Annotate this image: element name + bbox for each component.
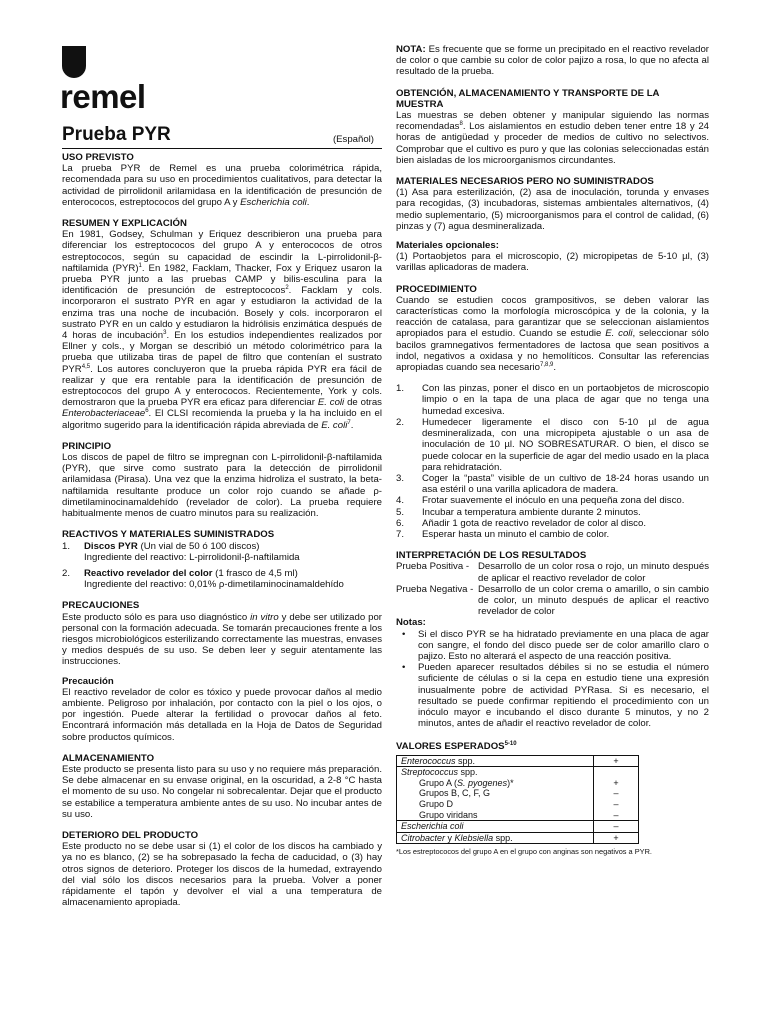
materiales-paragraph: (1) Asa para esterilización, (2) asa de inoculación, torunda y envases para recogidas, (3) incubadoras, sistemas ambientales alternativos, (4) medio suplementario, (5) microorganismos para el control de calidad, (6) pinzas y (7) agua desmineralizada. bbox=[396, 187, 709, 232]
materiales-heading: MATERIALES NECESARIOS PERO NO SUMINISTRADOS bbox=[396, 176, 654, 188]
reactivo-1: 1. Discos PYR (Un vial de 50 ó 100 discos) Ingrediente del reactivo: L-pirrolidonil-β-naftilamida bbox=[62, 540, 300, 563]
right-column bbox=[396, 44, 709, 858]
procedimiento-heading: PROCEDIMIENTO bbox=[396, 283, 477, 295]
almacenamiento-paragraph: Este producto se presenta listo para su uso y no requiere más preparación. Se debe almacenar en su envase original, en la oscuridad, a 2-8 °C hasta el momento de su uso. No congelar ni sobrecalentar. Dejar que el producto se estabilice a temperatura ambiente antes de su uso. No incubar antes de su uso. bbox=[62, 763, 382, 820]
list-item: 5. Incubar a temperatura ambiente durante 2 minutos. bbox=[396, 506, 641, 518]
logo-mark bbox=[62, 46, 86, 78]
deterioro-paragraph: Este producto no se debe usar si (1) el color de los discos ha cambiado y ya no es blanco, (2) se ha sobrepasado la fecha de caducidad, o (3) hay otros signos de deterioro. Proteger los discos de la humedad, extrayendo del vial sólo los discos necesarios para la prueba. Volver a poner rápidamente el tapón y devolver el vial a una temperatura de almacenamiento apropiada. bbox=[62, 841, 382, 909]
table-row: Escherichia coli – bbox=[397, 821, 639, 833]
page-title: Prueba PYR bbox=[62, 124, 171, 145]
list-item: 7. Esperar hasta un minuto el cambio de color. bbox=[396, 528, 610, 540]
opcionales-heading: Materiales opcionales: bbox=[396, 240, 499, 252]
resumen-heading: RESUMEN Y EXPLICACIÓN bbox=[62, 218, 187, 230]
precaucion-heading: Precaución bbox=[62, 675, 114, 687]
procedure-steps bbox=[396, 383, 709, 540]
procedimiento-paragraph: Cuando se estudien cocos grampositivos, se deben valorar las características como la morfología microscópica y de la colonia, y la reacción de catalasa, para garantizar que se seleccionan aislamientos apropiados para el estudio. Cuando se estudie E. coli, seleccionar sólo bacilos gramnegativos fermentadores de lactosa que sean positivos a indol, negativos a oxidasa y no hemolíticos. Consultar las referencias apropiadas cuando sea necesario$^{7,8,9}$. bbox=[396, 294, 709, 374]
table-row: Citrobacter y Klebsiella spp. + bbox=[397, 832, 639, 844]
list-item: 6. Añadir 1 gota de reactivo revelador de color al disco. bbox=[396, 517, 646, 529]
table-row: Grupo viridans – bbox=[397, 810, 639, 821]
reactivo-2: 2. Reactivo revelador del color (1 frasco de 4,5 ml) Ingrediente del reactivo: 0,01% ρ-dimetilaminocinamaldehído bbox=[62, 567, 344, 591]
opcionales-paragraph: (1) Portaobjetos para el microscopio, (2) micropipetas de 5-10 µl, (3) varillas aplicadoras de madera. bbox=[396, 251, 709, 274]
left-column bbox=[62, 152, 382, 908]
principio-heading: PRINCIPIO bbox=[62, 440, 112, 452]
table-row: Grupo A (S. pyogenes)* + bbox=[397, 778, 639, 789]
table-row: Grupos B, C, F, G – bbox=[397, 788, 639, 799]
interpretacion-heading: INTERPRETACIÓN DE LOS RESULTADOS bbox=[396, 550, 587, 562]
principio-paragraph: Los discos de papel de filtro se impregnan con L-pirrolidonil-β-naftilamida (PYR), que sirve como sustrato para la detección de pirrolidonil arilamidasa (Pirasa). Una vez que la enzima hidroliza el sustrato, la beta-naftilamida resultante produce un color rojo cuando se añade ρ-dimetilaminocinamaldehído (revelador de color). La prueba requiere habitualmente menos de cuatro minutos para su realización. bbox=[62, 452, 382, 520]
list-item: 3. Coger la “pasta” visible de un cultivo de 18-24 horas usando un asa estéril o una varilla aplicadora de madera. bbox=[396, 472, 709, 496]
precauciones-paragraph: Este producto sólo es para uso diagnóstico in vitro y debe ser utilizado por personal con la formación adecuada. Se tomarán precauciones frente a los riesgos microbiológicos esterilizando correctamente las muestras, envases y medios después de su uso. Se deben leer y seguir atentamente las instrucciones. bbox=[62, 611, 382, 668]
uso-heading: USO PREVISTO bbox=[62, 152, 134, 163]
nota-paragraph: NOTA: Es frecuente que se forme un precipitado en el reactivo revelador de color o que cambie su color de color pajizo a rosa, lo que no afecta al resultado de la prueba. bbox=[396, 44, 709, 78]
list-item: 4. Frotar suavemente el inóculo en una pequeña zona del disco. bbox=[396, 495, 685, 507]
notas-heading: Notas: bbox=[396, 617, 426, 629]
obtencion-paragraph: Las muestras se deben obtener y manipular siguiendo las normas recomendadas$^8$. Los aislamientos en estudio deben tener entre 18 y 24 horas de antigüedad y proceder de medios de cultivo no selectivos. Comprobar que el cultivo es puro y que las colonias seleccionadas están bien aisladas de los microorganismos circundantes. bbox=[396, 110, 709, 166]
valores-heading: VALORES ESPERADOS$^{5-10}$ bbox=[396, 741, 517, 753]
precauciones-heading: PRECAUCIONES bbox=[62, 600, 140, 612]
brand-logo: remel bbox=[60, 78, 146, 115]
table-row: Streptococcus spp. bbox=[397, 767, 639, 778]
list-item: • Pueden aparecer resultados débiles si no se estudia el número suficiente de células o si la cepa en estudio tiene una expresión inusualmente pobre de actividad PYRasa. Si es necesario, el resultado se puede confirmar repitiendo el procedimiento con un inóculo mayor e incubando el disco durante 5 minutos, y no 2 minutos, antes de añadir el reactivo revelador de color. bbox=[402, 662, 709, 730]
reactivos-heading: REACTIVOS Y MATERIALES SUMINISTRADOS bbox=[62, 529, 275, 541]
expected-values-table bbox=[396, 755, 639, 845]
almacenamiento-heading: ALMACENAMIENTO bbox=[62, 752, 155, 764]
table-row: Enterococcus spp. + bbox=[397, 755, 639, 767]
table-footnote: *Los estreptococos del grupo A en el grupo con anginas son negativos a PYR. bbox=[396, 847, 652, 857]
deterioro-heading: DETERIORO DEL PRODUCTO bbox=[62, 829, 199, 841]
obtencion-heading: OBTENCIÓN, ALMACENAMIENTO Y TRANSPORTE DE LA MUESTRA bbox=[396, 87, 660, 110]
title-row bbox=[62, 124, 382, 149]
positive-result: Prueba Positiva - Desarrollo de un color rosa o rojo, un minuto después de aplicar el reactivo revelador de color bbox=[396, 561, 709, 584]
language-label: (Español) bbox=[332, 134, 374, 145]
negative-result: Prueba Negativa - Desarrollo de un color crema o amarillo, o sin cambio de color, un minuto después de aplicar el reactivo revelador de color bbox=[396, 583, 709, 618]
list-item: 2. Humedecer ligeramente el disco con 5-10 µl de agua desmineralizada, con una micropipeta ajustable o un asa de inoculación de 10 µl. NO SOBRESATURAR. O bien, el disco se puede colocar en la superficie de agar del medio usado en la placa para rehidratación. bbox=[396, 416, 709, 473]
list-item: • Si el disco PYR se ha hidratado previamente en una placa de agar con sangre, el fondo del disco puede ser de color amarillo claro o pajizo. Esto no alterará el aspecto de una reacción positiva. bbox=[402, 628, 709, 662]
precaucion-paragraph: El reactivo revelador de color es tóxico y puede provocar daños al medio ambiente. Peligroso por inhalación, por contacto con la piel o los ojos, o por ingestión. Puede alterar la fertilidad o provocar daños al feto. Encontrará información más detallada en la Hoja de Datos de Seguridad sobre productos químicos. bbox=[62, 686, 382, 743]
list-item: 1. Con las pinzas, poner el disco en un portaobjetos de microscopio limpio o en la tapa de una placa de agar que no tenga una humedad excesiva. bbox=[396, 383, 709, 417]
uso-paragraph: La prueba PYR de Remel es una prueba colorimétrica rápida, recomendada para su uso en procedimientos cualitativos, para detectar la actividad de pirrolidonil arilamidasa en la identificación de presunción de enterococos, estreptococos del grupo A y Escherichia coli. bbox=[62, 163, 382, 208]
table-row: Grupo D – bbox=[397, 799, 639, 810]
resumen-paragraph: En 1981, Godsey, Schulman y Eriquez describieron una prueba para diferenciar los estreptococos del grupo A y enterococos de otros estreptococos, según su capacidad de escindir la L-pirrolidonil-β-naftilamida (PYR)$^1$. En 1982, Facklam, Thacker, Fox y Eriquez usaron la prueba PYR junto a las pruebas CAMP y bilis-esculina para la identificación de presunción de estreptococos$^2$. Facklam y cols. incorporaron el sustrato PYR en agar y estudiaron la actividad de la enzima tras una noche de incubación. Bosely y cols. incorporaron el sustrato PYR en un caldo y estudiaron la hidrólisis enzimática después de 4 horas de incubación$^3$. En los estudios independientes realizados por Ellner y cols., y Morgan se describió un método colorimétrico para la prueba que utilizaba tiras de papel de filtro que contenían el sustrato PYR$^{4,5}$. Los autores concluyeron que la prueba rápida PYR era fácil de realizar y que era rentable para la identificación de presunción de estreptococos del grupo A y enterococos. Recientemente, York y cols. demostraron que la prueba PYR era eficaz para diferenciar E. coli de otras Enterobacteriaceae$^6$. El CLSI recomienda la prueba y la ha incluido en el algoritmo sugerido para la identificación rápida abreviada de E. coli$^7$. bbox=[62, 229, 382, 431]
